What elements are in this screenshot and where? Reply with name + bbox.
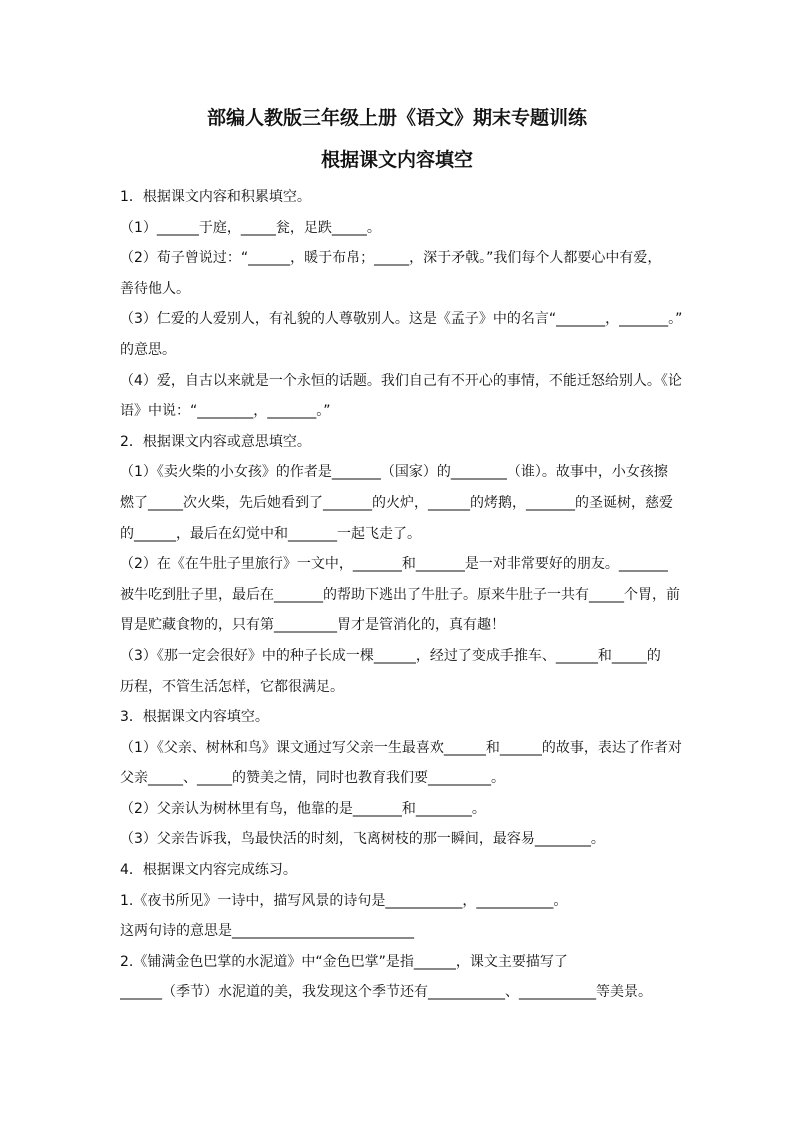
line-text: 胃是贮藏食物的，只有第_________胃才是管消化的，真有趣！ (120, 617, 505, 634)
text-line (120, 519, 682, 550)
text-line (120, 335, 682, 366)
line-text: 1.《夜书所见》一诗中，描写风景的诗句是___________，___________。 (120, 892, 568, 909)
line-text: 3．根据课文内容填空。 (120, 709, 269, 726)
line-text: 的意思。 (120, 341, 176, 358)
line-text: （4）爱，自古以来就是一个永恒的话题。我们自己有不开心的事情，不能迁怒给别人。《论 (120, 372, 682, 389)
line-text: （3）仁爱的人爱别人，有礼貌的人尊敬别人。这是《孟子》中的名言“_______，_______。” (120, 311, 682, 328)
text-line (120, 182, 682, 213)
text-line (120, 580, 682, 611)
document-body (120, 182, 682, 1008)
text-line (120, 672, 682, 703)
text-line (120, 304, 682, 335)
text-line (120, 916, 682, 947)
line-text: 4．根据课文内容完成练习。 (120, 862, 297, 879)
line-text: （2）父亲认为树林里有鸟，他靠的是_______和________。 (120, 800, 486, 817)
text-line (120, 824, 682, 855)
text-line (120, 610, 682, 641)
line-text: （1）《卖火柴的小女孩》的作者是_______（国家）的________（谁）。故事中，小女孩擦 (120, 464, 668, 481)
text-line (120, 733, 682, 764)
line-text: （3）《那一定会很好》中的种子长成一棵______，经过了变成手推车、______和_____的 (120, 647, 661, 664)
text-line (120, 396, 682, 427)
text-line (120, 641, 682, 672)
line-text: 善待他人。 (120, 280, 190, 297)
line-text: 2．根据课文内容或意思填空。 (120, 433, 311, 450)
line-text: 历程，不管生活怎样，它都很满足。 (120, 678, 344, 695)
text-line (120, 549, 682, 580)
line-text: ______（季节）水泥道的美，我发现这个季节还有___________、___________等美景。 (120, 984, 652, 1001)
text-line (120, 794, 682, 825)
text-line (120, 763, 682, 794)
line-text: （2）在《在牛肚子里旅行》一文中，_______和_______是一对非常要好的朋友。_______ (120, 556, 668, 573)
text-line (120, 243, 682, 274)
text-line (120, 855, 682, 886)
text-line (120, 702, 682, 733)
line-text: （1）《父亲、树林和鸟》课文通过写父亲一生最喜欢______和______的故事，表达了作者对 (120, 739, 682, 756)
line-text: 2.《铺满金色巴掌的水泥道》中“金色巴掌”是指______，课文主要描写了 (120, 953, 568, 970)
text-line (120, 977, 682, 1008)
line-text: 的______，最后在幻觉中和_______一起飞走了。 (120, 525, 421, 542)
line-text: （1）______于庭，_____瓮，足跌_____。 (120, 219, 381, 236)
line-text: 被牛吃到肚子里，最后在_______的帮助下逃出了牛肚子。原来牛肚子一共有_____个胃，前 (120, 586, 680, 603)
text-line (120, 886, 682, 917)
line-text: 这两句诗的意思是__________________________ (120, 923, 414, 940)
line-text: （2）荀子曾说过：“______，暖于布帛；_____，深于矛戟。”我们每个人都要心中有爱， (120, 250, 662, 267)
document-title: 部编人教版三年级上册《语文》期末专题训练 (206, 107, 587, 129)
text-line (120, 366, 682, 397)
line-text: 燃了_____次火柴，先后她看到了_______的火炉，______的烤鹅，_______的圣诞树，慈爱 (120, 494, 673, 511)
text-line (120, 457, 682, 488)
line-text: （3）父亲告诉我，鸟最快活的时刻，飞离树枝的那一瞬间，最容易________。 (120, 831, 605, 848)
text-line (120, 488, 682, 519)
text-line (120, 947, 682, 978)
text-line (120, 427, 682, 458)
line-text: 语》中说：“________，_______。” (120, 403, 331, 420)
text-line (120, 274, 682, 305)
line-text: 父亲_____、_____的赞美之情，同时也教育我们要_________。 (120, 770, 505, 787)
document-subtitle: 根据课文内容填空 (320, 149, 473, 171)
line-text: 1．根据课文内容和积累填空。 (120, 189, 311, 205)
text-line (120, 213, 682, 244)
